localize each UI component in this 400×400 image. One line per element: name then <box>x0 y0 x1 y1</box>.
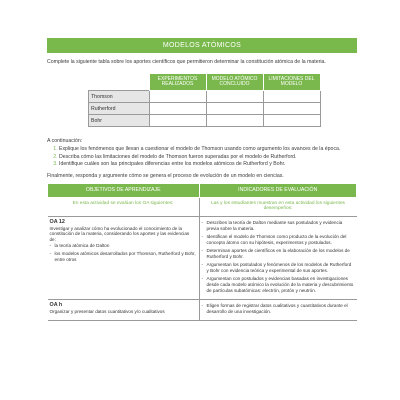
task-item: 2. Describa cómo las limitaciones del modelo de Thomson fueron superadas por el modelo de Rutherford. <box>59 154 357 162</box>
task-item: 1. Explique los fenómenos que llevan a cuestionar el modelo de Thomson usando como argumento los avances de la época. <box>59 146 357 154</box>
table-cell[interactable] <box>206 103 263 115</box>
banner-title: MODELOS ATÓMICOS <box>47 38 357 53</box>
table-cell[interactable] <box>149 115 206 127</box>
col-header-objetivos: OBJETIVOS DE APRENDIZAJE <box>48 183 200 197</box>
worksheet-page <box>47 38 357 321</box>
oa12-item: - los modelos atómicos desarrollados por Thomson, Rutherford y Bohr, entre otros <box>50 251 197 263</box>
oah-cell <box>48 300 200 321</box>
indicator-item: - Eligen formas de registrar datos cualitativos y cuantitativos durante el desarrollo de una investigación. <box>202 303 355 315</box>
col-header-limitaciones: LIMITACIONES DEL MODELO <box>263 74 320 91</box>
table-row <box>48 216 357 299</box>
indicator-item: - Identifican el modelo de Thomson como producto de la evolución del concepto átomo con su hipótesis, experimentos y postulados. <box>202 234 355 246</box>
oah-text: Organizar y presentar datos cuantitativos y/o cualitativos <box>49 308 165 314</box>
indicator-item: - Argumentan los postulados y fenómenos de los modelos de Rutherford y Bohr con evidencia teórica y experimental de sus aportes. <box>202 262 355 274</box>
table-corner <box>89 74 150 91</box>
continuation-label: A continuación: <box>47 138 83 144</box>
atomic-models-table <box>88 73 321 127</box>
indicator-item: - Describen la teoría de Dalton mediante sus postulados y evidencia previa sobre la materia. <box>202 220 355 232</box>
oa12-code: OA 12 <box>49 218 65 225</box>
oah-indicators-cell <box>199 300 357 321</box>
row-label-rutherford: Rutherford <box>89 103 150 115</box>
task-list <box>47 146 357 169</box>
task-item: 3. Identifique cuáles son las principales diferencias entre los modelos atómicos de Rutherford y Bohr. <box>59 161 357 169</box>
indicator-item: - Determinan aportes de científicos en la elaboración de los modelos de Rutherford y Bohr. <box>202 248 355 260</box>
table-row <box>89 115 321 127</box>
evaluation-table <box>47 183 357 321</box>
table-row <box>89 91 321 103</box>
oa12-cell <box>48 216 200 299</box>
table-cell[interactable] <box>263 103 320 115</box>
table-cell[interactable] <box>206 91 263 103</box>
col-header-indicadores: INDICADORES DE EVALUACIÓN <box>199 183 357 197</box>
oa-subheader: En esta actividad se evalúan los OA siguientes: <box>48 197 200 216</box>
indicators-subheader: Las y los estudiantes muestran en esta actividad los siguientes desempeños: <box>199 197 357 216</box>
table-cell[interactable] <box>149 91 206 103</box>
oah-code: OA h <box>49 302 63 309</box>
row-label-bohr: Bohr <box>89 115 150 127</box>
row-label-thomson: Thomson <box>89 91 150 103</box>
table-cell[interactable] <box>263 91 320 103</box>
intro-text: Complete la siguiente tabla sobre los aportes científicos que permitieron determinar la constitución atómica de la materia. <box>47 59 326 65</box>
oa12-text: Investigar y analizar cómo ha evolucionado el conocimiento de la constitución de la materia, considerando los aportes y las evidencias de: <box>49 225 190 243</box>
col-header-experimentos: EXPERIMENTOS REALIZADOS <box>149 74 206 91</box>
indicator-item: - Argumentan con postulados y evidencias basadas en investigaciones desde cada modelo atómico la evolución de la materia y descubrimiento de partículas subatómicas: electrón, protón y neutrón. <box>202 276 355 293</box>
final-text: Finalmente, responda y argumente cómo se genera el proceso de evolución de un modelo en ciencias. <box>47 172 284 179</box>
table-row <box>48 300 357 321</box>
table-cell[interactable] <box>263 115 320 127</box>
oa12-indicators-cell <box>199 216 357 299</box>
table-cell[interactable] <box>206 115 263 127</box>
table-cell[interactable] <box>149 103 206 115</box>
col-header-modelo: MODELO ATÓMICO CONCLUIDO <box>206 74 263 91</box>
table-row <box>89 103 321 115</box>
oa12-item: - la teoría atómica de Dalton <box>50 243 197 249</box>
